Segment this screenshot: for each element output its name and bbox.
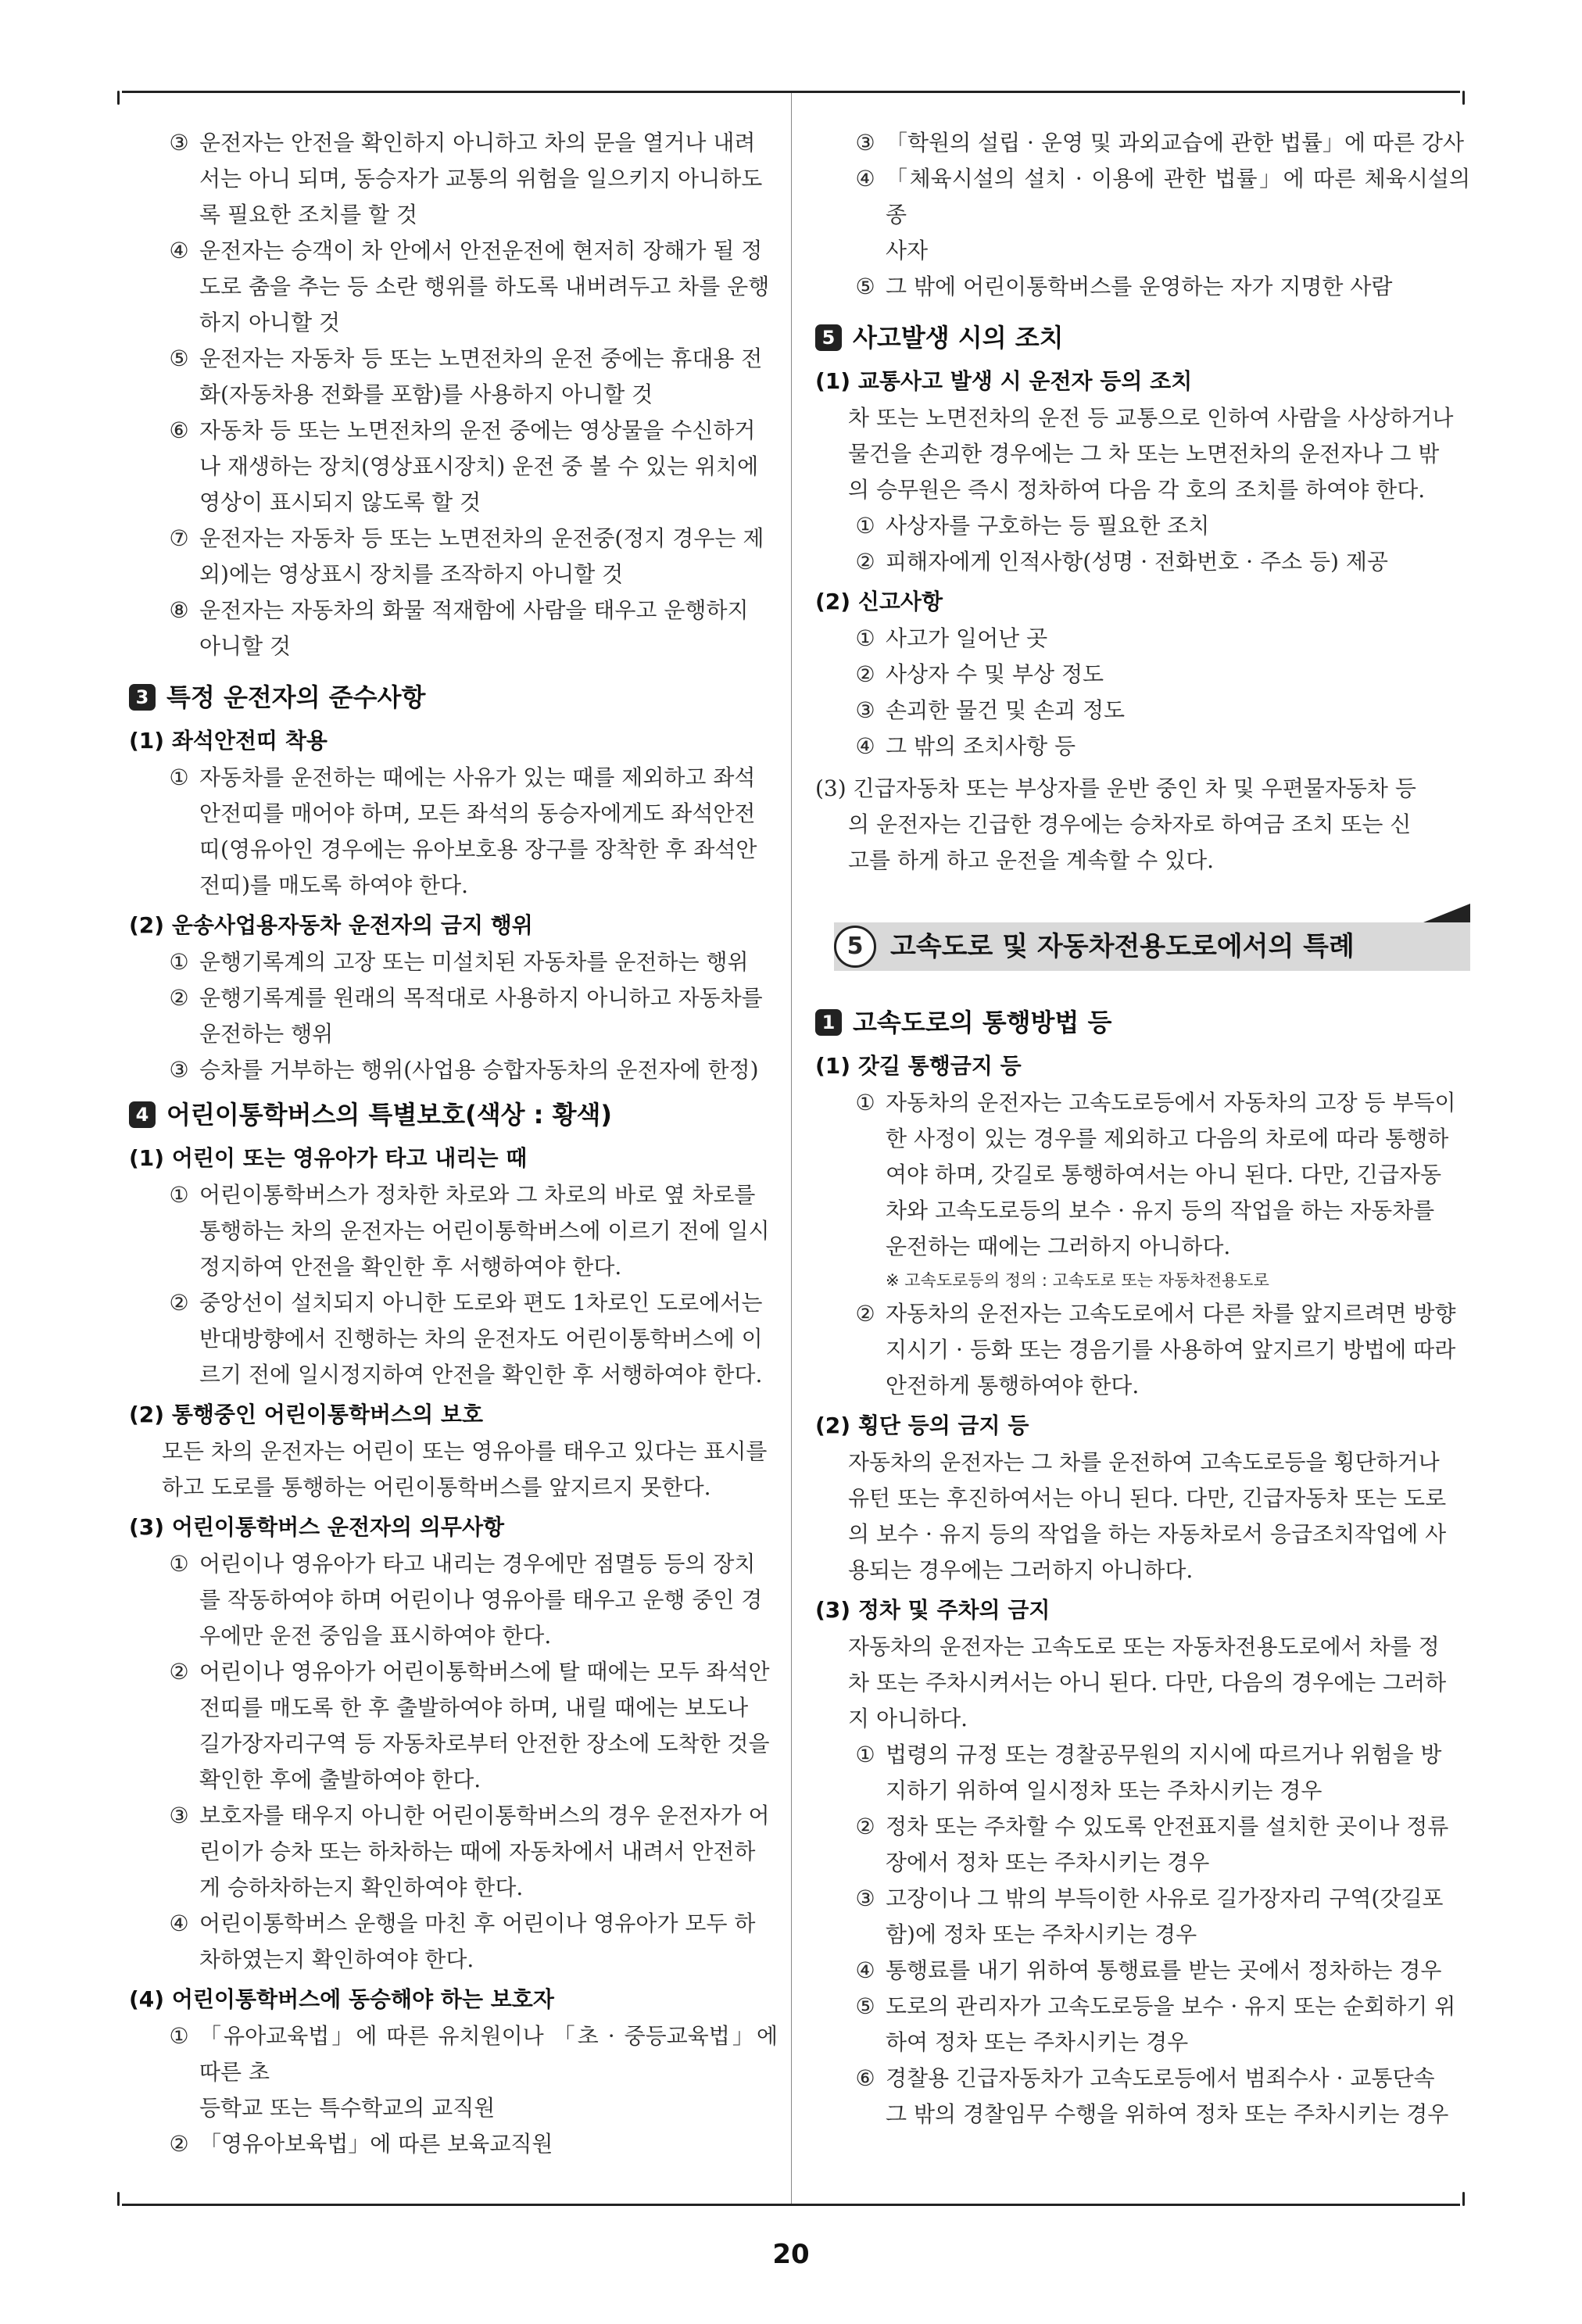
list-item bbox=[129, 1654, 778, 1798]
item-line: 하여 정차 또는 주차시키는 경우 bbox=[886, 2029, 1189, 2055]
list-item bbox=[129, 233, 778, 341]
subsection-title: (3) 정차 및 주차의 금지 bbox=[815, 1597, 1050, 1623]
list-item bbox=[129, 413, 778, 521]
section-title: 고속도로의 통행방법 등 bbox=[853, 1008, 1112, 1037]
item-number: ② bbox=[855, 1814, 875, 1839]
item-line: 사자 bbox=[886, 238, 929, 263]
item-line: 차하였는지 확인하여야 한다. bbox=[199, 1946, 474, 1972]
left-top-list bbox=[129, 125, 778, 664]
paragraph-line: 용되는 경우에는 그러하지 아니하다. bbox=[848, 1557, 1194, 1583]
list-item bbox=[815, 1737, 1470, 1809]
list-item bbox=[815, 2061, 1470, 2132]
section-badge: 3 bbox=[129, 684, 156, 711]
list-item bbox=[129, 593, 778, 664]
section-title: 사고발생 시의 조치 bbox=[853, 323, 1064, 353]
list-item bbox=[815, 621, 1470, 657]
list-item bbox=[129, 760, 778, 904]
item-line: 등학교 또는 특수학교의 교직원 bbox=[199, 2095, 496, 2121]
subsection-title: (2) 운송사업용자동차 운전자의 금지 행위 bbox=[129, 912, 533, 938]
item-line: 운행기록계의 고장 또는 미설치된 자동차를 운전하는 행위 bbox=[199, 949, 749, 975]
subsection-title: (1) 좌석안전띠 착용 bbox=[129, 728, 327, 754]
item-line: 사상자 수 및 부상 정도 bbox=[886, 661, 1104, 687]
paragraph bbox=[815, 1629, 1470, 1737]
section-3-heading bbox=[129, 675, 778, 719]
paragraph bbox=[815, 400, 1470, 508]
section-title: 특정 운전자의 준수사항 bbox=[166, 682, 426, 712]
right-column bbox=[815, 125, 1470, 2132]
item-number: ③ bbox=[169, 130, 189, 156]
item-line: 영상이 표시되지 않도록 할 것 bbox=[199, 489, 481, 515]
paragraph-text bbox=[815, 1445, 1470, 1588]
item-number: ⑤ bbox=[855, 1993, 875, 2019]
item-line: 운전자는 자동차의 화물 적재함에 사람을 태우고 운행하지 bbox=[199, 597, 749, 623]
item-number: ② bbox=[855, 549, 875, 575]
paragraph bbox=[129, 1434, 778, 1506]
paragraph-line: 자동차의 운전자는 그 차를 운전하여 고속도로등을 횡단하거나 bbox=[848, 1449, 1440, 1475]
item-line: 자동차의 운전자는 고속도로에서 다른 차를 앞지르려면 방향 bbox=[886, 1301, 1456, 1327]
item-line: 「체육시설의 설치 · 이용에 관한 법률」에 따른 체육시설의 종 bbox=[886, 166, 1470, 227]
item-line: 하지 아니할 것 bbox=[199, 310, 341, 335]
item-number: ① bbox=[169, 2023, 189, 2049]
item-line: 「유아교육법」에 따른 유치원이나 「초 · 중등교육법」에 따른 초 bbox=[199, 2023, 778, 2085]
subsection-title: (2) 통행중인 어린이통학버스의 보호 bbox=[129, 1402, 483, 1427]
list-item bbox=[815, 1085, 1470, 1265]
page-number: 20 bbox=[772, 2239, 810, 2270]
item-number: ① bbox=[855, 625, 875, 651]
list-item bbox=[129, 1546, 778, 1654]
subsection-title: (2) 신고사항 bbox=[815, 589, 943, 614]
item-number: ② bbox=[169, 1290, 189, 1316]
item-line: 도로 춤을 추는 등 소란 행위를 하도록 내버려두고 차를 운행 bbox=[199, 274, 770, 299]
item-line: 지하기 위하여 일시정차 또는 주차시키는 경우 bbox=[886, 1778, 1323, 1803]
list-item bbox=[129, 125, 778, 233]
subsection-paragraph bbox=[815, 771, 1470, 879]
item-line: 「학원의 설립 · 운영 및 과외교습에 관한 법률」에 따른 강사 bbox=[886, 130, 1465, 156]
list-item bbox=[129, 2018, 778, 2126]
item-line: 자동차의 운전자는 고속도로등에서 자동차의 고장 등 부득이 bbox=[886, 1090, 1456, 1115]
list-item bbox=[129, 944, 778, 980]
chapter-title: 고속도로 및 자동차전용도로에서의 특례 bbox=[890, 931, 1355, 962]
item-line: 그 밖의 경찰임무 수행을 위하여 정차 또는 주차시키는 경우 bbox=[886, 2101, 1449, 2127]
item-list bbox=[129, 2018, 778, 2162]
item-line: 길가장자리구역 등 자동차로부터 안전한 장소에 도착한 것을 bbox=[199, 1731, 770, 1756]
list-item bbox=[815, 269, 1470, 305]
item-line: 록 필요한 조치를 할 것 bbox=[199, 202, 418, 227]
paragraph-line: 물건을 손괴한 경우에는 그 차 또는 노면전차의 운전자나 그 밖 bbox=[848, 441, 1440, 467]
item-line: 나 재생하는 장치(영상표시장치) 운전 중 볼 수 있는 위치에 bbox=[199, 453, 759, 479]
item-line: 지시기 · 등화 또는 경음기를 사용하여 앞지르기 방법에 따라 bbox=[886, 1337, 1456, 1363]
item-line: 어린이나 영유아가 어린이통학버스에 탈 때에는 모두 좌석안 bbox=[199, 1659, 770, 1685]
item-line: 어린이나 영유아가 타고 내리는 경우에만 점멸등 등의 장치 bbox=[199, 1551, 756, 1577]
item-number: ④ bbox=[855, 166, 875, 192]
item-number: ③ bbox=[169, 1803, 189, 1828]
item-list bbox=[815, 621, 1470, 765]
item-line: 어린이통학버스가 정차한 차로와 그 차로의 바로 옆 차로를 bbox=[199, 1182, 756, 1208]
item-line: 그 밖의 조치사항 등 bbox=[886, 733, 1076, 759]
item-number: ② bbox=[169, 2131, 189, 2157]
paragraph-line: (3) 긴급자동차 또는 부상자를 운반 중인 차 및 우편물자동차 등 bbox=[815, 775, 1416, 801]
item-line: 화(자동차용 전화를 포함)를 사용하지 아니할 것 bbox=[199, 381, 653, 407]
item-line: 확인한 후에 출발하여야 한다. bbox=[199, 1767, 481, 1792]
item-line: 르기 전에 일시정지하여 안전을 확인한 후 서행하여야 한다. bbox=[199, 1362, 763, 1388]
frame-bottom-right-corner bbox=[1462, 2192, 1465, 2206]
list-item bbox=[129, 1177, 778, 1285]
list-item bbox=[815, 125, 1470, 161]
item-number: ① bbox=[169, 765, 189, 790]
paragraph bbox=[815, 1445, 1470, 1588]
item-number: ① bbox=[169, 1551, 189, 1577]
paragraph-line: 의 승무원은 즉시 정차하여 다음 각 호의 조치를 하여야 한다. bbox=[848, 477, 1426, 503]
paragraph-text bbox=[815, 400, 1470, 508]
item-line: 보호자를 태우지 아니한 어린이통학버스의 경우 운전자가 어 bbox=[199, 1803, 770, 1828]
item-list bbox=[129, 760, 778, 904]
item-list bbox=[129, 944, 778, 1088]
item-line: 한 사정이 있는 경우를 제외하고 다음의 차로에 따라 통행하 bbox=[886, 1126, 1449, 1151]
item-number: ③ bbox=[169, 1057, 189, 1083]
section-1-heading bbox=[815, 1001, 1470, 1044]
item-number: ② bbox=[169, 985, 189, 1011]
list-item bbox=[815, 544, 1470, 580]
item-line: 운전자는 자동차 등 또는 노면전차의 운전 중에는 휴대용 전 bbox=[199, 346, 763, 371]
item-line: 우에만 운전 중임을 표시하여야 한다. bbox=[199, 1623, 552, 1649]
paragraph-line: 차 또는 노면전차의 운전 등 교통으로 인하여 사람을 사상하거나 bbox=[848, 405, 1454, 431]
item-number: ① bbox=[169, 949, 189, 975]
list-item bbox=[129, 1798, 778, 1906]
item-line: 중앙선이 설치되지 아니한 도로와 편도 1차로인 도로에서는 bbox=[199, 1290, 763, 1316]
item-line: 띠(영유아인 경우에는 유아보호용 장구를 장착한 후 좌석안 bbox=[199, 836, 757, 862]
left-column bbox=[129, 125, 778, 2162]
list-item bbox=[815, 508, 1470, 544]
item-line: 자동차를 운전하는 때에는 사유가 있는 때를 제외하고 좌석 bbox=[199, 765, 756, 790]
item-line: 정지하여 안전을 확인한 후 서행하여야 한다. bbox=[199, 1254, 622, 1280]
paragraph-line: 유턴 또는 후진하여서는 아니 된다. 다만, 긴급자동차 또는 도로 bbox=[848, 1485, 1447, 1511]
list-item bbox=[815, 1809, 1470, 1881]
section-badge: 5 bbox=[815, 324, 842, 351]
list-item bbox=[815, 1953, 1470, 1989]
item-line: 경찰용 긴급자동차가 고속도로등에서 범죄수사 · 교통단속 bbox=[886, 2065, 1435, 2091]
item-number: ⑤ bbox=[169, 346, 189, 371]
subsection-title: (4) 어린이통학버스에 동승해야 하는 보호자 bbox=[129, 1986, 554, 2012]
list-item bbox=[815, 657, 1470, 693]
paragraph-line: 자동차의 운전자는 고속도로 또는 자동차전용도로에서 차를 정 bbox=[848, 1634, 1440, 1660]
paragraph-line: 의 보수 · 유지 등의 작업을 하는 자동차로서 응급조치작업에 사 bbox=[848, 1521, 1447, 1547]
list-item bbox=[815, 693, 1470, 729]
list-item bbox=[129, 1906, 778, 1978]
item-list bbox=[129, 1177, 778, 1393]
list-item bbox=[129, 2126, 778, 2162]
item-line: 그 밖에 어린이통학버스를 운영하는 자가 지명한 사람 bbox=[886, 274, 1393, 299]
item-number: ③ bbox=[855, 697, 875, 723]
list-item bbox=[129, 1052, 778, 1088]
item-number: ④ bbox=[169, 238, 189, 263]
section-5-heading bbox=[815, 316, 1470, 360]
item-line: 안전하게 통행하여야 한다. bbox=[886, 1373, 1140, 1398]
item-line: 반대방향에서 진행하는 차의 운전자도 어린이통학버스에 이 bbox=[199, 1326, 763, 1352]
item-line: 전띠)를 매도록 하여야 한다. bbox=[199, 872, 469, 898]
paragraph-line: 하고 도로를 통행하는 어린이통학버스를 앞지르지 못한다. bbox=[162, 1474, 711, 1500]
item-list bbox=[815, 1737, 1470, 2132]
item-number: ④ bbox=[855, 1957, 875, 1983]
item-list bbox=[129, 1546, 778, 1978]
item-line: 어린이통학버스 운행을 마친 후 어린이나 영유아가 모두 하 bbox=[199, 1910, 756, 1936]
paragraph-text bbox=[815, 1629, 1470, 1737]
item-line: 장에서 정차 또는 주차시키는 경우 bbox=[886, 1850, 1210, 1875]
subsection-title: (2) 횡단 등의 금지 등 bbox=[815, 1413, 1029, 1438]
item-number: ⑧ bbox=[169, 597, 189, 623]
item-line: 차와 고속도로등의 보수 · 유지 등의 작업을 하는 자동차를 bbox=[886, 1198, 1435, 1223]
list-item bbox=[129, 980, 778, 1052]
item-list bbox=[815, 1085, 1470, 1265]
paragraph-line: 모든 차의 운전자는 어린이 또는 영유아를 태우고 있다는 표시를 bbox=[162, 1438, 768, 1464]
item-line: 피해자에게 인적사항(성명 · 전화번호 · 주소 등) 제공 bbox=[886, 549, 1388, 575]
list-item bbox=[815, 161, 1470, 269]
section-4-heading bbox=[129, 1093, 778, 1137]
item-line: 게 승하차하는지 확인하여야 한다. bbox=[199, 1875, 524, 1900]
item-line: 전띠를 매도록 한 후 출발하여야 하며, 내릴 때에는 보도나 bbox=[199, 1695, 749, 1721]
item-line: 자동차 등 또는 노면전차의 운전 중에는 영상물을 수신하거 bbox=[199, 417, 756, 443]
item-line: 서는 아니 되며, 동승자가 교통의 위험을 일으키지 아니하도 bbox=[199, 166, 763, 192]
item-line: 운행기록계를 원래의 목적대로 사용하지 아니하고 자동차를 bbox=[199, 985, 763, 1011]
item-number: ③ bbox=[855, 130, 875, 156]
item-line: 함)에 정차 또는 주차시키는 경우 bbox=[886, 1921, 1197, 1947]
frame-bottom-left-corner bbox=[117, 2192, 120, 2206]
item-list bbox=[815, 508, 1470, 580]
list-item bbox=[129, 341, 778, 413]
item-line: 를 작동하여야 하며 어린이나 영유아를 태우고 운행 중인 경 bbox=[199, 1587, 763, 1613]
item-line: 운전하는 행위 bbox=[199, 1021, 334, 1047]
column-divider bbox=[791, 93, 792, 2204]
definition-note: ※ 고속도로등의 정의 : 고속도로 또는 자동차전용도로 bbox=[886, 1271, 1269, 1290]
list-item bbox=[129, 521, 778, 593]
paragraph-line: 의 운전자는 긴급한 경우에는 승차자로 하여금 조치 또는 신 bbox=[848, 811, 1412, 837]
section-badge: 1 bbox=[815, 1009, 842, 1036]
item-number: ⑥ bbox=[169, 417, 189, 443]
item-number: ① bbox=[169, 1182, 189, 1208]
item-line: 아니할 것 bbox=[199, 633, 292, 659]
list-item bbox=[815, 1296, 1470, 1404]
list-item bbox=[815, 729, 1470, 765]
item-line: 승차를 거부하는 행위(사업용 승합자동차의 운전자에 한정) bbox=[199, 1057, 759, 1083]
item-number: ① bbox=[855, 513, 875, 539]
paragraph-line: 고를 하게 하고 운전을 계속할 수 있다. bbox=[848, 847, 1215, 873]
item-number: ② bbox=[169, 1659, 189, 1685]
item-line: 법령의 규정 또는 경찰공무원의 지시에 따르거나 위험을 방 bbox=[886, 1742, 1442, 1767]
item-number: ④ bbox=[855, 733, 875, 759]
item-number: ⑤ bbox=[855, 274, 875, 299]
item-line: 여야 하며, 갓길로 통행하여서는 아니 된다. 다만, 긴급자동 bbox=[886, 1162, 1442, 1187]
frame-top-left-corner bbox=[117, 91, 120, 105]
item-line: 린이가 승차 또는 하차하는 때에 자동차에서 내려서 안전하 bbox=[199, 1839, 756, 1864]
frame-top-right-corner bbox=[1462, 91, 1465, 105]
item-line: 고장이나 그 밖의 부득이한 사유로 길가장자리 구역(갓길포 bbox=[886, 1885, 1444, 1911]
list-item bbox=[129, 1285, 778, 1393]
item-line: 통행하는 차의 운전자는 어린이통학버스에 이르기 전에 일시 bbox=[199, 1218, 770, 1244]
item-number: ① bbox=[855, 1090, 875, 1115]
item-number: ② bbox=[855, 1301, 875, 1327]
item-number: ① bbox=[855, 1742, 875, 1767]
chapter-number: 5 bbox=[834, 926, 876, 968]
item-line: 운전자는 자동차 등 또는 노면전차의 운전중(정지 경우는 제 bbox=[199, 525, 764, 551]
list-item bbox=[815, 1989, 1470, 2061]
item-line: 운전하는 때에는 그러하지 아니하다. bbox=[886, 1234, 1231, 1259]
item-number: ⑦ bbox=[169, 525, 189, 551]
paragraph-text bbox=[129, 1434, 778, 1506]
item-line: 「영유아보육법」에 따른 보육교직원 bbox=[199, 2131, 553, 2157]
item-number: ③ bbox=[855, 1885, 875, 1911]
right-top-list bbox=[815, 125, 1470, 305]
subsection-title: (1) 어린이 또는 영유아가 타고 내리는 때 bbox=[129, 1145, 528, 1171]
item-line: 사상자를 구호하는 등 필요한 조치 bbox=[886, 513, 1210, 539]
item-line: 운전자는 승객이 차 안에서 안전운전에 현저히 장해가 될 정 bbox=[199, 238, 763, 263]
list-item bbox=[815, 1881, 1470, 1953]
item-number: ⑥ bbox=[855, 2065, 875, 2091]
paragraph-line: 지 아니하다. bbox=[848, 1706, 968, 1731]
item-line: 정차 또는 주차할 수 있도록 안전표지를 설치한 곳이나 정류 bbox=[886, 1814, 1449, 1839]
frame-bottom-line bbox=[122, 2204, 1460, 2206]
item-line: 외)에는 영상표시 장치를 조작하지 아니할 것 bbox=[199, 561, 624, 587]
subsection-title: (3) 어린이통학버스 운전자의 의무사항 bbox=[129, 1514, 505, 1540]
chapter-banner bbox=[815, 913, 1470, 979]
item-list bbox=[815, 1296, 1470, 1404]
chapter-flag-icon bbox=[1423, 904, 1470, 922]
item-number: ② bbox=[855, 661, 875, 687]
section-title: 어린이통학버스의 특별보호(색상 : 황색) bbox=[166, 1100, 613, 1130]
subsection-title: (1) 교통사고 발생 시 운전자 등의 조치 bbox=[815, 368, 1193, 394]
paragraph-line: 차 또는 주차시켜서는 아니 된다. 다만, 다음의 경우에는 그러하 bbox=[848, 1670, 1447, 1696]
item-number: ④ bbox=[169, 1910, 189, 1936]
subsection-title: (1) 갓길 통행금지 등 bbox=[815, 1053, 1022, 1079]
item-line: 손괴한 물건 및 손괴 정도 bbox=[886, 697, 1126, 723]
item-line: 통행료를 내기 위하여 통행료를 받는 곳에서 정차하는 경우 bbox=[886, 1957, 1442, 1983]
item-line: 운전자는 안전을 확인하지 아니하고 차의 문을 열거나 내려 bbox=[199, 130, 756, 156]
section-badge: 4 bbox=[129, 1101, 156, 1128]
item-line: 사고가 일어난 곳 bbox=[886, 625, 1048, 651]
item-line: 안전띠를 매어야 하며, 모든 좌석의 동승자에게도 좌석안전 bbox=[199, 800, 756, 826]
item-line: 도로의 관리자가 고속도로등을 보수 · 유지 또는 순회하기 위 bbox=[886, 1993, 1456, 2019]
